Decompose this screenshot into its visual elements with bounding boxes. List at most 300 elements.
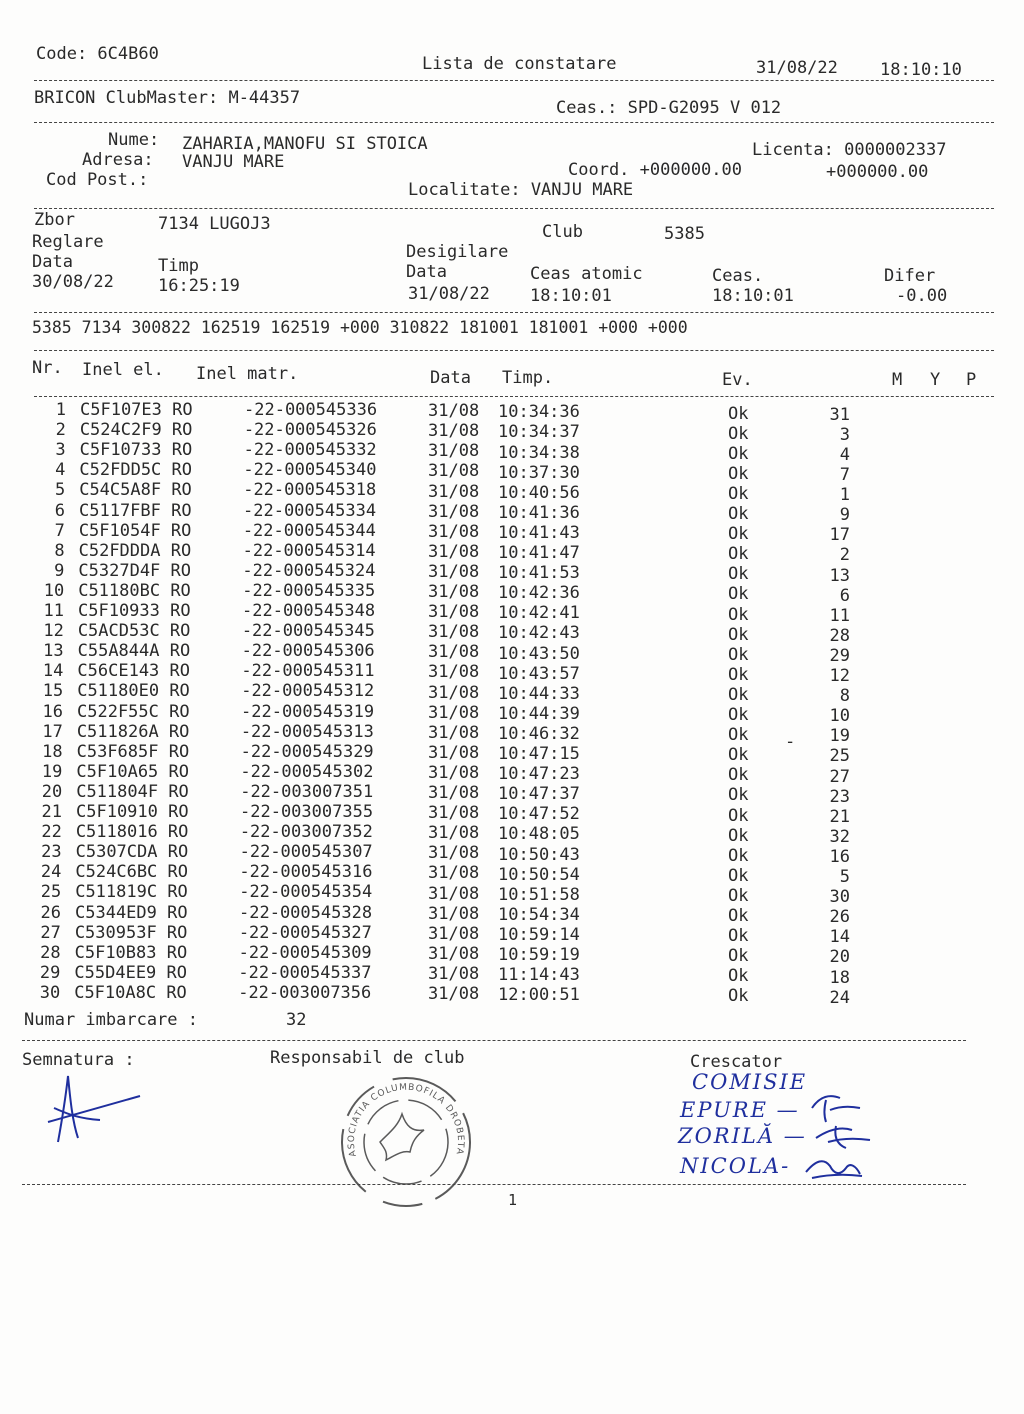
event-status: Ok (728, 825, 749, 846)
arrival-time: 10:37:30 (498, 462, 580, 483)
registration-ring: -22-000545307 (239, 842, 373, 863)
breeder-label: Crescator (690, 1052, 783, 1072)
position: 29 (829, 645, 850, 666)
table-row (0, 681, 1024, 707)
registration-ring: -22-003007351 (240, 781, 374, 802)
position: 32 (829, 826, 850, 847)
electronic-ring: C5F107E3 RO (80, 400, 193, 420)
arrival-date: 31/08 (428, 863, 480, 884)
coordinates-second: +000000.00 (826, 162, 929, 182)
table-row (0, 822, 1024, 847)
arrival-time: 10:44:33 (498, 683, 580, 704)
arrival-time: 10:46:32 (498, 723, 580, 744)
table-row (0, 480, 1024, 506)
arrival-date: 31/08 (428, 943, 480, 964)
unseal-date-label: Data (406, 262, 447, 282)
registration-ring: -22-000545318 (243, 480, 377, 501)
electronic-ring: C522F55C RO (77, 701, 190, 722)
arrival-time: 10:50:54 (498, 864, 580, 885)
arrival-time: 10:34:36 (498, 402, 580, 423)
event-status: Ok (728, 584, 749, 605)
arrival-date: 31/08 (428, 541, 480, 562)
arrival-time: 10:47:52 (498, 804, 580, 825)
event-status: Ok (728, 946, 749, 967)
table-row (0, 862, 1024, 888)
arrival-time: 10:50:43 (498, 844, 580, 865)
row-number: 18 (42, 741, 63, 762)
difference-label: Difer (884, 266, 936, 286)
handwritten-name-3: NICOLA- (680, 1154, 791, 1178)
registration-ring: -22-000545345 (241, 621, 375, 642)
electronic-ring: C5307CDA RO (75, 842, 189, 863)
registration-ring: -22-000545340 (243, 460, 377, 481)
arrival-date: 31/08 (428, 421, 480, 442)
registration-ring: -22-000545319 (241, 701, 375, 722)
setting-time-label: Timp (158, 256, 199, 276)
arrival-date: 31/08 (428, 883, 480, 904)
coordinates: Coord. +000000.00 (568, 160, 742, 180)
position: 20 (829, 947, 850, 968)
table-row (0, 641, 1024, 666)
electronic-ring: C5F10A8C RO (74, 982, 187, 1003)
registration-ring: -22-000545326 (243, 420, 377, 441)
col-header-time: Timp. (502, 368, 554, 388)
table-row (0, 420, 1024, 445)
position: 26 (829, 907, 850, 928)
row-number: 16 (42, 701, 63, 722)
table-row (0, 500, 1024, 526)
col-header-date: Data (430, 368, 471, 388)
setting-label: Reglare (32, 232, 104, 252)
registration-ring: -22-000545302 (240, 761, 374, 782)
club-number: 5385 (664, 224, 705, 244)
event-status: Ok (728, 845, 749, 866)
handwritten-initials (806, 1086, 876, 1186)
electronic-ring: C55A844A RO (77, 641, 191, 662)
position: 13 (829, 565, 850, 586)
arrival-date: 31/08 (428, 501, 480, 522)
position: 27 (829, 766, 850, 787)
event-status: Ok (728, 564, 749, 585)
divider (34, 396, 994, 397)
table-row (0, 741, 1024, 767)
event-status: Ok (728, 906, 749, 927)
event-status: Ok (728, 624, 749, 645)
electronic-ring: C52FDD5C RO (79, 460, 192, 481)
registration-ring: -22-000545344 (242, 520, 376, 541)
difference-value: -0.00 (896, 286, 948, 306)
registration-ring: -22-000545309 (238, 942, 372, 963)
report-time: 18:10:10 (880, 60, 962, 80)
row-number: 14 (42, 661, 64, 682)
position: 31 (829, 404, 850, 425)
setting-time: 16:25:19 (158, 276, 240, 296)
arrival-time: 10:59:19 (498, 945, 580, 966)
electronic-ring: C5F10B83 RO (74, 942, 188, 963)
electronic-ring: C530953F RO (74, 922, 188, 943)
arrival-time: 12:00:51 (498, 985, 580, 1006)
event-status: Ok (728, 785, 749, 806)
col-header-p: P (966, 370, 977, 390)
electronic-ring: C511826A RO (76, 721, 190, 742)
row-number: 24 (40, 862, 62, 883)
atomic-time: 18:10:01 (530, 286, 612, 306)
table-row (0, 540, 1024, 566)
name-label: Nume: (108, 130, 160, 150)
position: 8 (839, 686, 850, 707)
arrival-date: 31/08 (428, 441, 480, 462)
event-status: Ok (728, 966, 749, 987)
registration-ring: -22-000545337 (238, 962, 372, 983)
arrival-time: 10:54:34 (498, 904, 580, 925)
electronic-ring: C5327D4F RO (78, 560, 191, 581)
table-row (0, 580, 1024, 606)
row-number: 17 (42, 721, 63, 742)
registration-ring: -22-000545324 (242, 560, 376, 581)
row-number: 2 (55, 420, 66, 441)
table-row (0, 882, 1024, 908)
col-header-nr: Nr. (32, 358, 63, 378)
flight-label: Zbor (34, 210, 75, 230)
electronic-ring: C55D4EE9 RO (74, 962, 187, 983)
table-row (0, 400, 1024, 425)
col-header-ring-reg: Inel matr. (196, 364, 299, 384)
atomic-clock-label: Ceas atomic (530, 264, 643, 284)
table-row (0, 701, 1024, 727)
arrival-date: 31/08 (428, 602, 480, 623)
divider (34, 350, 994, 351)
position: 28 (829, 625, 850, 646)
event-status: Ok (728, 805, 749, 826)
registration-ring: -22-000545313 (240, 721, 374, 742)
arrival-time: 10:47:37 (498, 784, 580, 805)
col-header-y: Y (930, 370, 941, 390)
unseal-date: 31/08/22 (408, 284, 490, 304)
position: 3 (839, 424, 850, 445)
code-label: Code: 6C4B60 (36, 44, 159, 64)
arrival-date: 31/08 (428, 762, 480, 783)
table-row (0, 721, 1024, 747)
electronic-ring: C524C6BC RO (75, 862, 188, 883)
arrival-time: 10:43:57 (498, 663, 580, 684)
arrival-time: 10:41:53 (498, 563, 580, 584)
event-status: Ok (728, 684, 749, 705)
stamp-text: ASOCIATIA COLUMBOFILA DROBETA-MEHEDINTI (331, 1069, 466, 1158)
arrival-date: 31/08 (428, 843, 480, 864)
event-status: Ok (728, 544, 749, 565)
position: 25 (829, 746, 850, 767)
owner-name: ZAHARIA,MANOFU SI STOICA (182, 134, 428, 154)
event-status: Ok (728, 885, 749, 906)
event-status: Ok (728, 524, 749, 545)
position: 23 (829, 786, 850, 807)
code-line: 5385 7134 300822 162519 162519 +000 310822 181001 181001 +000 +000 (32, 318, 688, 337)
page-number: 1 (508, 1191, 518, 1209)
registration-ring: -22-000545329 (240, 741, 374, 762)
event-status: Ok (728, 725, 749, 746)
electronic-ring: C5118016 RO (75, 822, 189, 843)
registration-ring: -22-000545336 (244, 400, 378, 420)
table-row (0, 962, 1024, 988)
row-number: 20 (41, 781, 63, 802)
registration-ring: -22-000545332 (243, 440, 377, 461)
row-number: 30 (39, 982, 61, 1003)
row-mark: - (785, 732, 796, 752)
row-number: 9 (54, 560, 65, 581)
row-number: 21 (41, 802, 62, 822)
row-number: 25 (40, 882, 62, 903)
signature-scribble (40, 1070, 150, 1150)
electronic-ring: C5F1054F RO (78, 520, 192, 541)
arrival-date: 31/08 (428, 984, 480, 1005)
position: 30 (829, 887, 850, 908)
electronic-ring: C5ACD53C RO (77, 621, 191, 642)
event-status: Ok (728, 463, 749, 484)
unsealing-label: Desigilare (406, 242, 509, 262)
electronic-ring: C524C2F9 RO (79, 420, 193, 441)
table-row (0, 902, 1024, 928)
electronic-ring: C511819C RO (75, 882, 188, 903)
arrival-date: 31/08 (428, 622, 480, 643)
divider (34, 80, 994, 81)
dove-icon (380, 1114, 424, 1160)
row-number: 22 (41, 822, 62, 843)
arrival-time: 10:42:36 (498, 583, 580, 604)
row-number: 13 (43, 641, 64, 662)
electronic-ring: C56CE143 RO (77, 661, 190, 682)
event-status: Ok (728, 865, 749, 886)
event-status: Ok (728, 745, 749, 766)
position: 16 (829, 846, 850, 867)
arrival-date: 31/08 (428, 903, 480, 924)
event-status: Ok (728, 604, 749, 625)
svg-text:ASOCIATIA COLUMBOFILA DROBETA- (332, 1069, 466, 1158)
table-row (0, 942, 1024, 968)
setting-date-label: Data (32, 252, 73, 272)
arrival-time: 10:59:14 (498, 924, 580, 945)
report-date: 31/08/22 (756, 58, 838, 78)
row-number: 10 (43, 580, 65, 601)
arrival-date: 31/08 (428, 461, 480, 482)
registration-ring: -22-000545335 (242, 580, 376, 601)
electronic-ring: C51180BC RO (78, 580, 191, 601)
arrival-date: 31/08 (428, 682, 480, 703)
software-version: BRICON ClubMaster: M-44357 (34, 88, 301, 108)
arrival-time: 10:47:15 (498, 744, 580, 765)
arrival-time: 10:47:23 (498, 764, 580, 785)
arrival-time: 10:48:05 (498, 824, 580, 845)
arrival-date: 31/08 (428, 481, 480, 502)
registration-ring: -22-003007356 (238, 982, 372, 1003)
arrival-time: 10:51:58 (498, 884, 580, 905)
arrival-date: 31/08 (428, 662, 480, 683)
registration-ring: -22-003007355 (240, 802, 374, 822)
table-row (0, 922, 1024, 948)
arrival-time: 10:42:43 (498, 623, 580, 644)
boarding-value: 32 (286, 1010, 307, 1030)
setting-date: 30/08/22 (32, 272, 114, 292)
divider (22, 1040, 966, 1041)
col-header-ring-el: Inel el. (82, 360, 164, 380)
position: 9 (839, 505, 850, 526)
row-number: 3 (55, 440, 66, 461)
electronic-ring: C53F685F RO (76, 741, 190, 762)
signature-label: Semnatura : (22, 1050, 135, 1070)
registration-ring: -22-003007352 (239, 822, 373, 843)
position: 18 (829, 967, 850, 988)
event-status: Ok (728, 423, 749, 444)
arrival-time: 10:44:39 (498, 703, 580, 724)
registration-ring: -22-000545311 (241, 661, 375, 682)
arrival-time: 10:41:43 (498, 522, 580, 543)
position: 17 (829, 525, 850, 546)
row-number: 23 (41, 842, 62, 863)
row-number: 29 (39, 962, 61, 983)
col-header-ev: Ev. (722, 370, 753, 390)
table-row (0, 661, 1024, 687)
arrival-date: 31/08 (428, 803, 480, 824)
registration-ring: -22-000545334 (243, 500, 377, 521)
row-number: 26 (40, 902, 61, 923)
event-status: Ok (728, 443, 749, 464)
table-row (0, 440, 1024, 465)
arrival-time: 10:42:41 (498, 603, 580, 624)
row-number: 1 (55, 400, 66, 420)
electronic-ring: C54C5A8F RO (79, 480, 192, 501)
event-status: Ok (728, 483, 749, 504)
electronic-ring: C52FDDDA RO (78, 540, 192, 561)
arrival-date: 31/08 (428, 561, 480, 582)
event-status: Ok (728, 926, 749, 947)
electronic-ring: C5117FBF RO (79, 500, 192, 521)
registration-ring: -22-000545312 (241, 681, 375, 702)
arrival-date: 31/08 (428, 401, 480, 422)
table-row (0, 761, 1024, 787)
arrival-date: 31/08 (428, 521, 480, 542)
col-header-m: M (892, 370, 903, 390)
row-number: 4 (55, 460, 66, 481)
electronic-ring: C5F10A65 RO (76, 761, 189, 782)
row-number: 5 (54, 480, 66, 501)
club-label: Club (542, 222, 583, 242)
club-responsible-label: Responsabil de club (270, 1048, 465, 1068)
event-status: Ok (728, 705, 749, 726)
position: 11 (829, 605, 850, 626)
event-status: Ok (728, 504, 749, 525)
table-row (0, 560, 1024, 586)
arrival-time: 11:14:43 (498, 965, 580, 986)
position: 21 (829, 806, 850, 827)
electronic-ring: C51180E0 RO (77, 681, 190, 702)
position: 1 (839, 485, 850, 506)
arrival-date: 31/08 (428, 702, 480, 723)
handwritten-name-2: ZORILĂ — (678, 1124, 807, 1148)
arrival-date: 31/08 (428, 642, 480, 663)
row-number: 27 (40, 922, 61, 943)
row-number: 7 (54, 520, 65, 541)
arrival-date: 31/08 (428, 823, 480, 844)
table-row (0, 601, 1024, 626)
row-number: 11 (43, 601, 64, 621)
divider (34, 122, 994, 123)
row-number: 6 (54, 500, 65, 521)
arrival-date: 31/08 (428, 923, 480, 944)
electronic-ring: C5344ED9 RO (75, 902, 188, 923)
arrival-time: 10:34:38 (498, 442, 580, 463)
table-row (0, 520, 1024, 546)
electronic-ring: C511804F RO (76, 781, 189, 802)
event-status: Ok (728, 765, 749, 786)
flight-value: 7134 LUGOJ3 (158, 214, 271, 234)
position: 12 (829, 666, 850, 687)
divider (34, 208, 994, 209)
table-row (0, 802, 1024, 827)
position: 7 (839, 465, 850, 486)
registration-ring: -22-000545327 (238, 922, 372, 943)
locality: Localitate: VANJU MARE (408, 180, 634, 200)
postcode-label: Cod Post.: (46, 170, 149, 190)
arrival-time: 10:41:47 (498, 543, 580, 564)
position: 14 (829, 927, 850, 948)
registration-ring: -22-000545328 (239, 902, 373, 923)
electronic-ring: C5F10910 RO (76, 802, 189, 822)
arrival-time: 10:41:36 (498, 502, 580, 523)
handwritten-name-1: EPURE — (680, 1098, 800, 1122)
arrival-date: 31/08 (428, 783, 480, 804)
row-number: 12 (43, 621, 64, 642)
electronic-ring: C5F10733 RO (79, 440, 193, 461)
table-row (0, 842, 1024, 867)
event-status: Ok (728, 403, 749, 424)
event-status: Ok (728, 986, 749, 1007)
position: 19 (829, 726, 850, 747)
handwritten-commission: COMISIE (692, 1070, 808, 1094)
owner-address: VANJU MARE (182, 152, 285, 172)
arrival-date: 31/08 (428, 742, 480, 763)
registration-ring: -22-000545314 (242, 540, 376, 561)
clock-label: Ceas. (712, 266, 764, 286)
row-number: 8 (54, 540, 65, 561)
event-status: Ok (728, 644, 749, 665)
arrival-time: 10:40:56 (498, 482, 580, 503)
boarding-label: Numar imbarcare : (24, 1010, 198, 1030)
divider (34, 312, 994, 313)
registration-ring: -22-000545354 (239, 882, 373, 903)
arrival-date: 31/08 (428, 582, 480, 603)
table-row (0, 982, 1024, 1008)
arrival-time: 10:34:37 (498, 422, 580, 443)
address-label: Adresa: (82, 150, 154, 170)
registration-ring: -22-000545306 (241, 641, 375, 662)
table-row (0, 460, 1024, 486)
table-row (0, 781, 1024, 807)
license-number: Licenta: 0000002337 (752, 140, 947, 160)
position: 4 (839, 444, 850, 465)
electronic-ring: C5F10933 RO (78, 601, 191, 621)
row-number: 19 (41, 761, 63, 782)
clock-time: 18:10:01 (712, 286, 794, 306)
registration-ring: -22-000545348 (242, 601, 376, 621)
arrival-time: 10:43:50 (498, 643, 580, 664)
position: 6 (839, 585, 850, 606)
row-number: 28 (40, 942, 61, 963)
position: 5 (839, 867, 850, 888)
registration-ring: -22-000545316 (239, 862, 373, 883)
position: 24 (829, 987, 850, 1008)
position: 2 (839, 545, 850, 566)
arrival-date: 31/08 (428, 722, 480, 743)
clock-model: Ceas.: SPD-G2095 V 012 (556, 98, 782, 118)
